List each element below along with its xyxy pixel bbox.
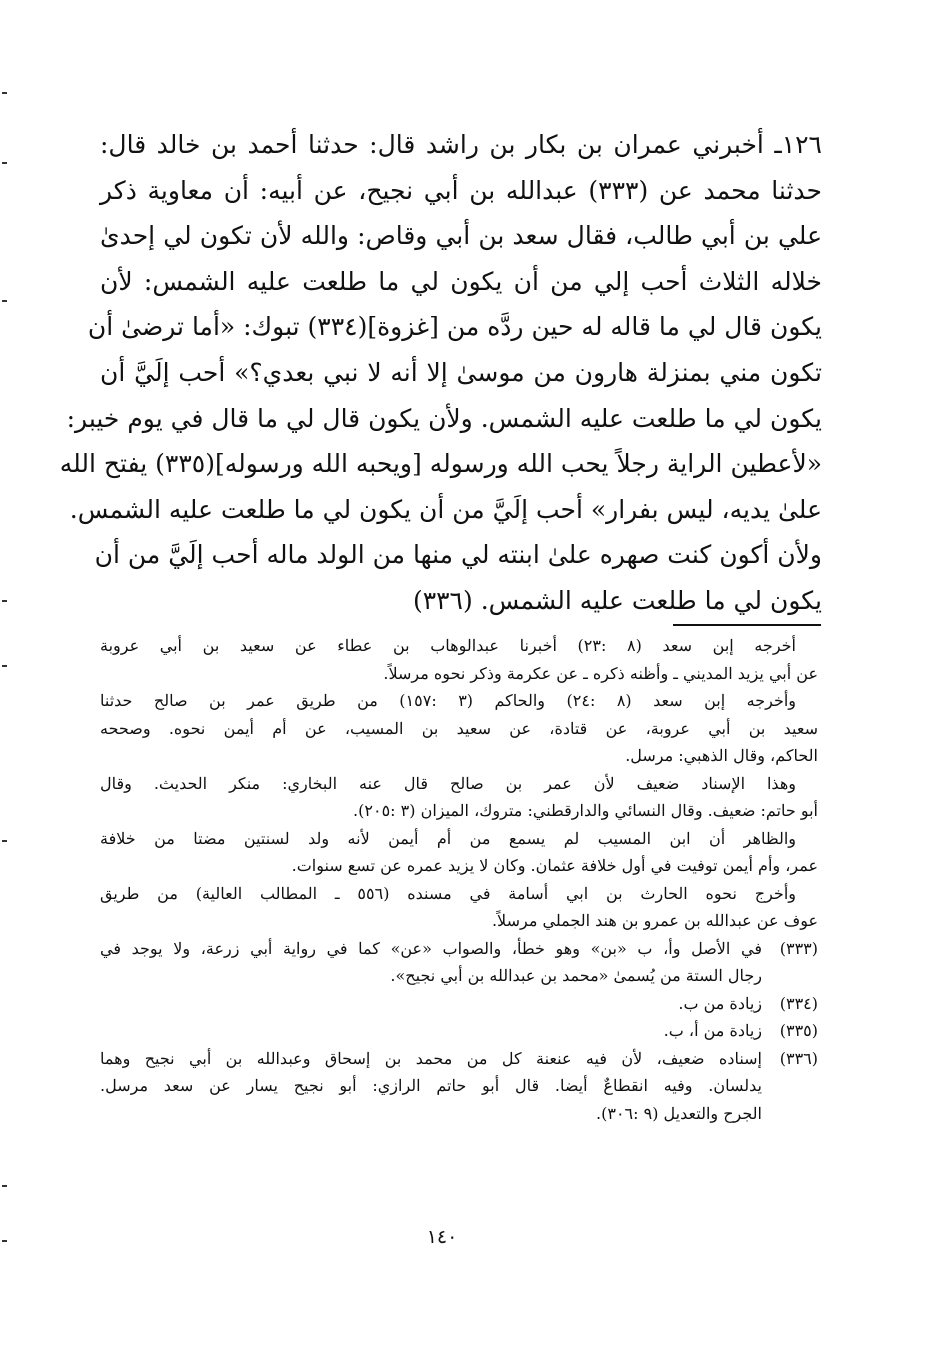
footnote-line: وأخرج نحوه الحارث بن ابي أسامة في مسنده (٥٥٦ ـ المطالب العالية) من طريق	[100, 883, 796, 903]
scan-margin-mark	[2, 1185, 7, 1187]
footnote-333	[100, 935, 818, 990]
scan-margin-mark	[2, 840, 7, 842]
footnote-335	[100, 1017, 818, 1045]
footnote-number: (٣٣٥)	[779, 1021, 818, 1040]
footnote-line: سعيد بن أبي عروبة، عن قتادة، عن سعيد بن المسيب، عن أم أيمن نحوه. وصححه	[100, 718, 818, 738]
main-text-line: ولأن أكون كنت صهره علىٰ ابنته لي منها من الولد ماله أحب إلَيَّ من أن	[94, 540, 822, 570]
main-text-line: يكون لي ما طلعت عليه الشمس. ولأن يكون قال لي ما قال في يوم خيبر:	[66, 403, 822, 433]
footnote-line: والظاهر أن ابن المسيب لم يسمع من أم أيمن لأنه ولد لسنتين مضتا من خلافة	[100, 828, 796, 848]
footnote-334	[100, 990, 818, 1018]
footnote-line: عمر، وأم أيمن توفيت في أول خلافة عثمان. وكان لا يزيد عمره عن تسع سنوات.	[291, 856, 818, 875]
main-text-line: يكون لي ما طلعت عليه الشمس. (٣٣٦)	[412, 585, 822, 615]
main-text-line: علي بن أبي طالب، فقال سعد بن أبي وقاص: والله لأن تكون لي إحدىٰ	[100, 221, 822, 251]
scan-margin-mark	[2, 300, 7, 302]
main-text-line: يكون قال لي ما قاله له حين ردَّه من [غزوة](٣٣٤) تبوك: «أما ترضىٰ أن	[87, 312, 822, 342]
footnote-line: يدلسان. وفيه انقطاعٌ أيضا. قال أبو حاتم الرازي: أبو نجيح يسار عن سعد مرسل.	[100, 1076, 762, 1095]
main-text-line: «لأعطين الراية رجلاً يحب الله ورسوله [ويحبه الله ورسوله](٣٣٥) يفتح الله	[59, 449, 822, 479]
main-text-line: خلاله الثلاث أحب إلي من أن يكون لي ما طلعت عليه الشمس: لأن	[100, 266, 822, 296]
footnote-intro	[100, 632, 818, 935]
scan-margin-mark	[2, 600, 7, 602]
main-text-line: حدثنا محمد عن (٣٣٣) عبدالله بن أبي نجيح، عن أبيه: أن معاوية ذكر	[100, 175, 822, 205]
main-hadith-text	[59, 122, 822, 624]
footnote-number: (٣٣٤)	[779, 993, 818, 1013]
main-text-line: علىٰ يديه، ليس بفرار» أحب إلَيَّ من أن يكون لي ما طلعت عليه الشمس.	[69, 494, 822, 524]
scan-margin-mark	[2, 665, 7, 667]
footnote-number: (٣٣٦)	[779, 1048, 818, 1068]
footnote-line: إسناده ضعيف، لأن فيه عنعنة كل من محمد بن إسحاق وعبدالله بن أبي نجيح وهما	[100, 1048, 762, 1068]
scan-margin-mark	[2, 162, 7, 164]
main-text-line: تكون مني بمنزلة هارون من موسىٰ إلا أنه لا نبي بعدي؟» أحب إلَيَّ أن	[100, 357, 822, 387]
footnote-body	[100, 935, 762, 990]
footnote-line: زيادة من أ، ب.	[663, 1021, 762, 1040]
footnote-line: الجرح والتعديل (٩ :٣٠٦).	[596, 1103, 762, 1123]
footnote-line: وهذا الإسناد ضعيف لأن عمر بن صالح قال عنه البخاري: منكر الحديث. وقال	[100, 773, 796, 793]
footnote-body	[100, 990, 762, 1018]
footnote-line: الحاكم، وقال الذهبي: مرسل.	[625, 746, 818, 765]
scan-margin-mark	[2, 1240, 7, 1242]
footnote-line: عن أبي يزيد المديني ـ وأظنه ذكره ـ عن عكرمة وذكر نحوه مرسلاً.	[383, 663, 818, 683]
footnote-separator	[673, 624, 821, 626]
footnote-line: زيادة من ب.	[678, 993, 762, 1013]
footnote-body	[100, 1017, 762, 1045]
main-text-line: ١٢٦ـ أخبرني عمران بن بكار بن راشد قال: حدثنا أحمد بن خالد قال:	[100, 130, 822, 159]
footnote-line: رجال الستة من يُسمىٰ «محمد بن عبدالله بن أبي نجيح».	[390, 966, 762, 985]
footnote-line: أبو حاتم: ضعيف. وقال النسائي والدارقطني: متروك، الميزان (٣ :٢٠٥).	[353, 801, 818, 820]
page-number: ١٤٠	[426, 1226, 458, 1248]
footnote-body	[100, 1045, 762, 1128]
footnote-line: عوف عن عبدالله بن عمرو بن هند الجملي مرسلاً.	[491, 911, 818, 930]
footnote-336	[100, 1045, 818, 1128]
scan-margin-mark	[2, 92, 7, 94]
footnote-line: أخرجه إبن سعد (٨ :٢٣) أخبرنا عبدالوهاب بن عطاء عن سعيد بن أبي عروبة	[100, 636, 796, 655]
footnote-line: وأخرجه إبن سعد (٨ :٢٤) والحاكم (٣ :١٥٧) من طريق عمر بن صالح حدثنا	[100, 691, 797, 710]
footnote-number: (٣٣٣)	[779, 938, 818, 958]
footnote-line: في الأصل وأ، ب «بن» وهو خطأ، والصواب «عن» كما في رواية أبي زرعة، ولا يوجد في	[100, 938, 762, 958]
footnotes	[100, 632, 818, 1127]
